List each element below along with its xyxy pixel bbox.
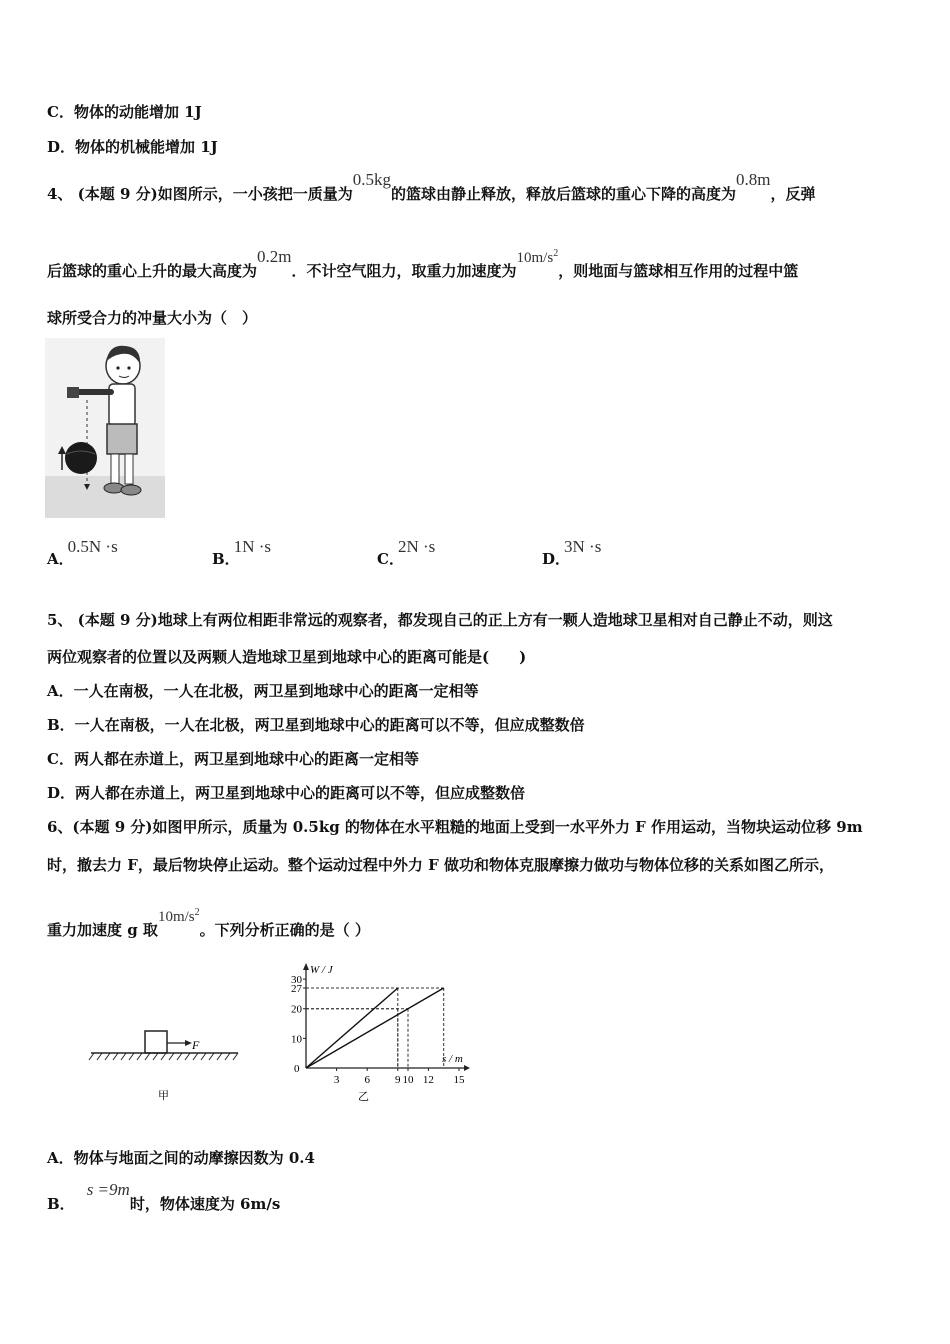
q5-line-2: 两位观察者的位置以及两颗人造地球卫星到地球中心的距离可能是( ): [47, 648, 527, 666]
q4-line-2: [47, 247, 799, 282]
q4-text-5: ．不计空气阻力，取重力加速度为: [291, 262, 517, 280]
q6-option-b-math: s =9m: [86, 1180, 130, 1199]
q3-option-c: C．物体的动能增加 1J: [47, 103, 202, 121]
series-line-F: [306, 988, 398, 1068]
q4-option-a-value: 0.5N ·s: [67, 537, 118, 556]
x-tick-label-15: 15: [453, 1074, 465, 1086]
series-line-f: [306, 988, 444, 1068]
q4-height-1: 0.8m: [736, 170, 771, 189]
y-axis-label: W / J: [310, 964, 333, 976]
q4-option-c[interactable]: [377, 537, 436, 569]
q4-option-c-value: 2N ·s: [397, 537, 436, 556]
q4-text-4: 后篮球的重心上升的最大高度为: [47, 262, 258, 280]
force-label: F: [192, 1038, 200, 1052]
q6-line-1: 6、(本题 9 分)如图甲所示，质量为 0.5kg 的物体在水平粗糙的地面上受到一水平外力 F 作用运动，当物块运动位移 9m: [47, 818, 863, 836]
q6-text-3b: 。下列分析正确的是（ ）: [199, 921, 370, 939]
q4-option-b-value: 1N ·s: [233, 537, 271, 556]
q4-option-d[interactable]: [542, 537, 602, 569]
x-tick-label-9: 9: [395, 1074, 401, 1086]
q6-figure-b: [270, 958, 480, 1108]
x-tick-label-6: 6: [364, 1074, 370, 1086]
q5-option-d: D．两人都在赤道上，两卫星到地球中心的距离可以不等，但应成整数倍: [47, 784, 526, 802]
q4-option-d-value: 3N ·s: [564, 537, 602, 556]
block-diagram: [88, 1025, 243, 1110]
x-tick-label-12: 12: [422, 1074, 434, 1086]
q6-gravity-base: 10m/s: [157, 909, 195, 925]
q6-option-a: A．物体与地面之间的动摩擦因数为 0.4: [47, 1149, 315, 1167]
q4-option-b[interactable]: [212, 537, 271, 569]
q4-line-1: [47, 170, 816, 204]
q6-line-3: [47, 907, 370, 941]
q4-figure-boy: [45, 338, 165, 518]
q5-line-1: 5、 (本题 9 分)地球上有两位相距非常远的观察者，都发现自己的正上方有一颗人造地球卫星相对自己静止不动，则这: [47, 611, 833, 629]
x-tick-label-10: 10: [402, 1074, 414, 1086]
q4-text-1: 4、 (本题 9 分)如图所示，一小孩把一质量为: [47, 185, 353, 203]
q6-line-2: 时，撤去力 F，最后物块停止运动。整个运动过程中外力 F 做功和物体克服摩擦力做功与物体位移的关系如图乙所示，: [47, 856, 834, 874]
q6-gravity: [158, 903, 200, 927]
q5-option-a: A．一人在南极，一人在北极，两卫星到地球中心的距离一定相等: [47, 682, 479, 700]
q6-option-b-label: B．: [47, 1195, 75, 1213]
q4-line-3: 球所受合力的冲量大小为（ ）: [47, 309, 258, 327]
q6-option-b-text: 时，物体速度为 6m/s: [129, 1195, 281, 1213]
figure-a-caption: 甲: [158, 1089, 169, 1102]
boy-illustration: [45, 338, 165, 518]
q4-gravity-exp: 2: [553, 248, 559, 259]
q4-mass: 0.5kg: [352, 170, 391, 189]
y-tick-label-30: 30: [291, 974, 302, 987]
y-tick-label-10: 10: [291, 1033, 302, 1046]
x-axis-label: s / m: [442, 1053, 463, 1065]
x-tick-label-3: 3: [333, 1074, 340, 1086]
q6-gravity-exp: 2: [194, 907, 200, 918]
q3-option-d: D．物体的机械能增加 1J: [47, 138, 218, 156]
q4-gravity-base: 10m/s: [516, 250, 554, 266]
q4-option-b-label: B．: [212, 550, 240, 568]
q4-option-d-label: D．: [542, 550, 571, 568]
q4-text-3: ，反弹: [770, 185, 816, 203]
q4-height-2: 0.2m: [257, 247, 292, 266]
y-axis-arrow: [303, 963, 309, 970]
q6-option-b: [47, 1180, 281, 1214]
x-axis-arrow: [464, 1065, 470, 1071]
q4-gravity: [517, 244, 559, 268]
origin-label: 0: [294, 1063, 300, 1075]
work-displacement-chart: [270, 958, 480, 1108]
q5-option-b: B．一人在南极，一人在北极，两卫星到地球中心的距离可以不等，但应成整数倍: [47, 716, 585, 734]
q4-option-a[interactable]: [47, 537, 118, 569]
q4-text-6: ，则地面与篮球相互作用的过程中篮: [558, 262, 799, 280]
q4-text-2: 的篮球由静止释放，释放后篮球的重心下降的高度为: [391, 185, 737, 203]
chart-caption: 乙: [358, 1091, 369, 1103]
q4-option-a-label: A．: [47, 550, 74, 568]
q6-figure-a: [88, 1025, 243, 1110]
y-tick-label-27: 27: [291, 983, 302, 995]
q6-text-3a: 重力加速度 g 取: [47, 921, 158, 939]
y-tick-label-20: 20: [291, 1003, 302, 1016]
q5-option-c: C．两人都在赤道上，两卫星到地球中心的距离一定相等: [47, 750, 419, 768]
q4-option-c-label: C．: [377, 550, 404, 568]
